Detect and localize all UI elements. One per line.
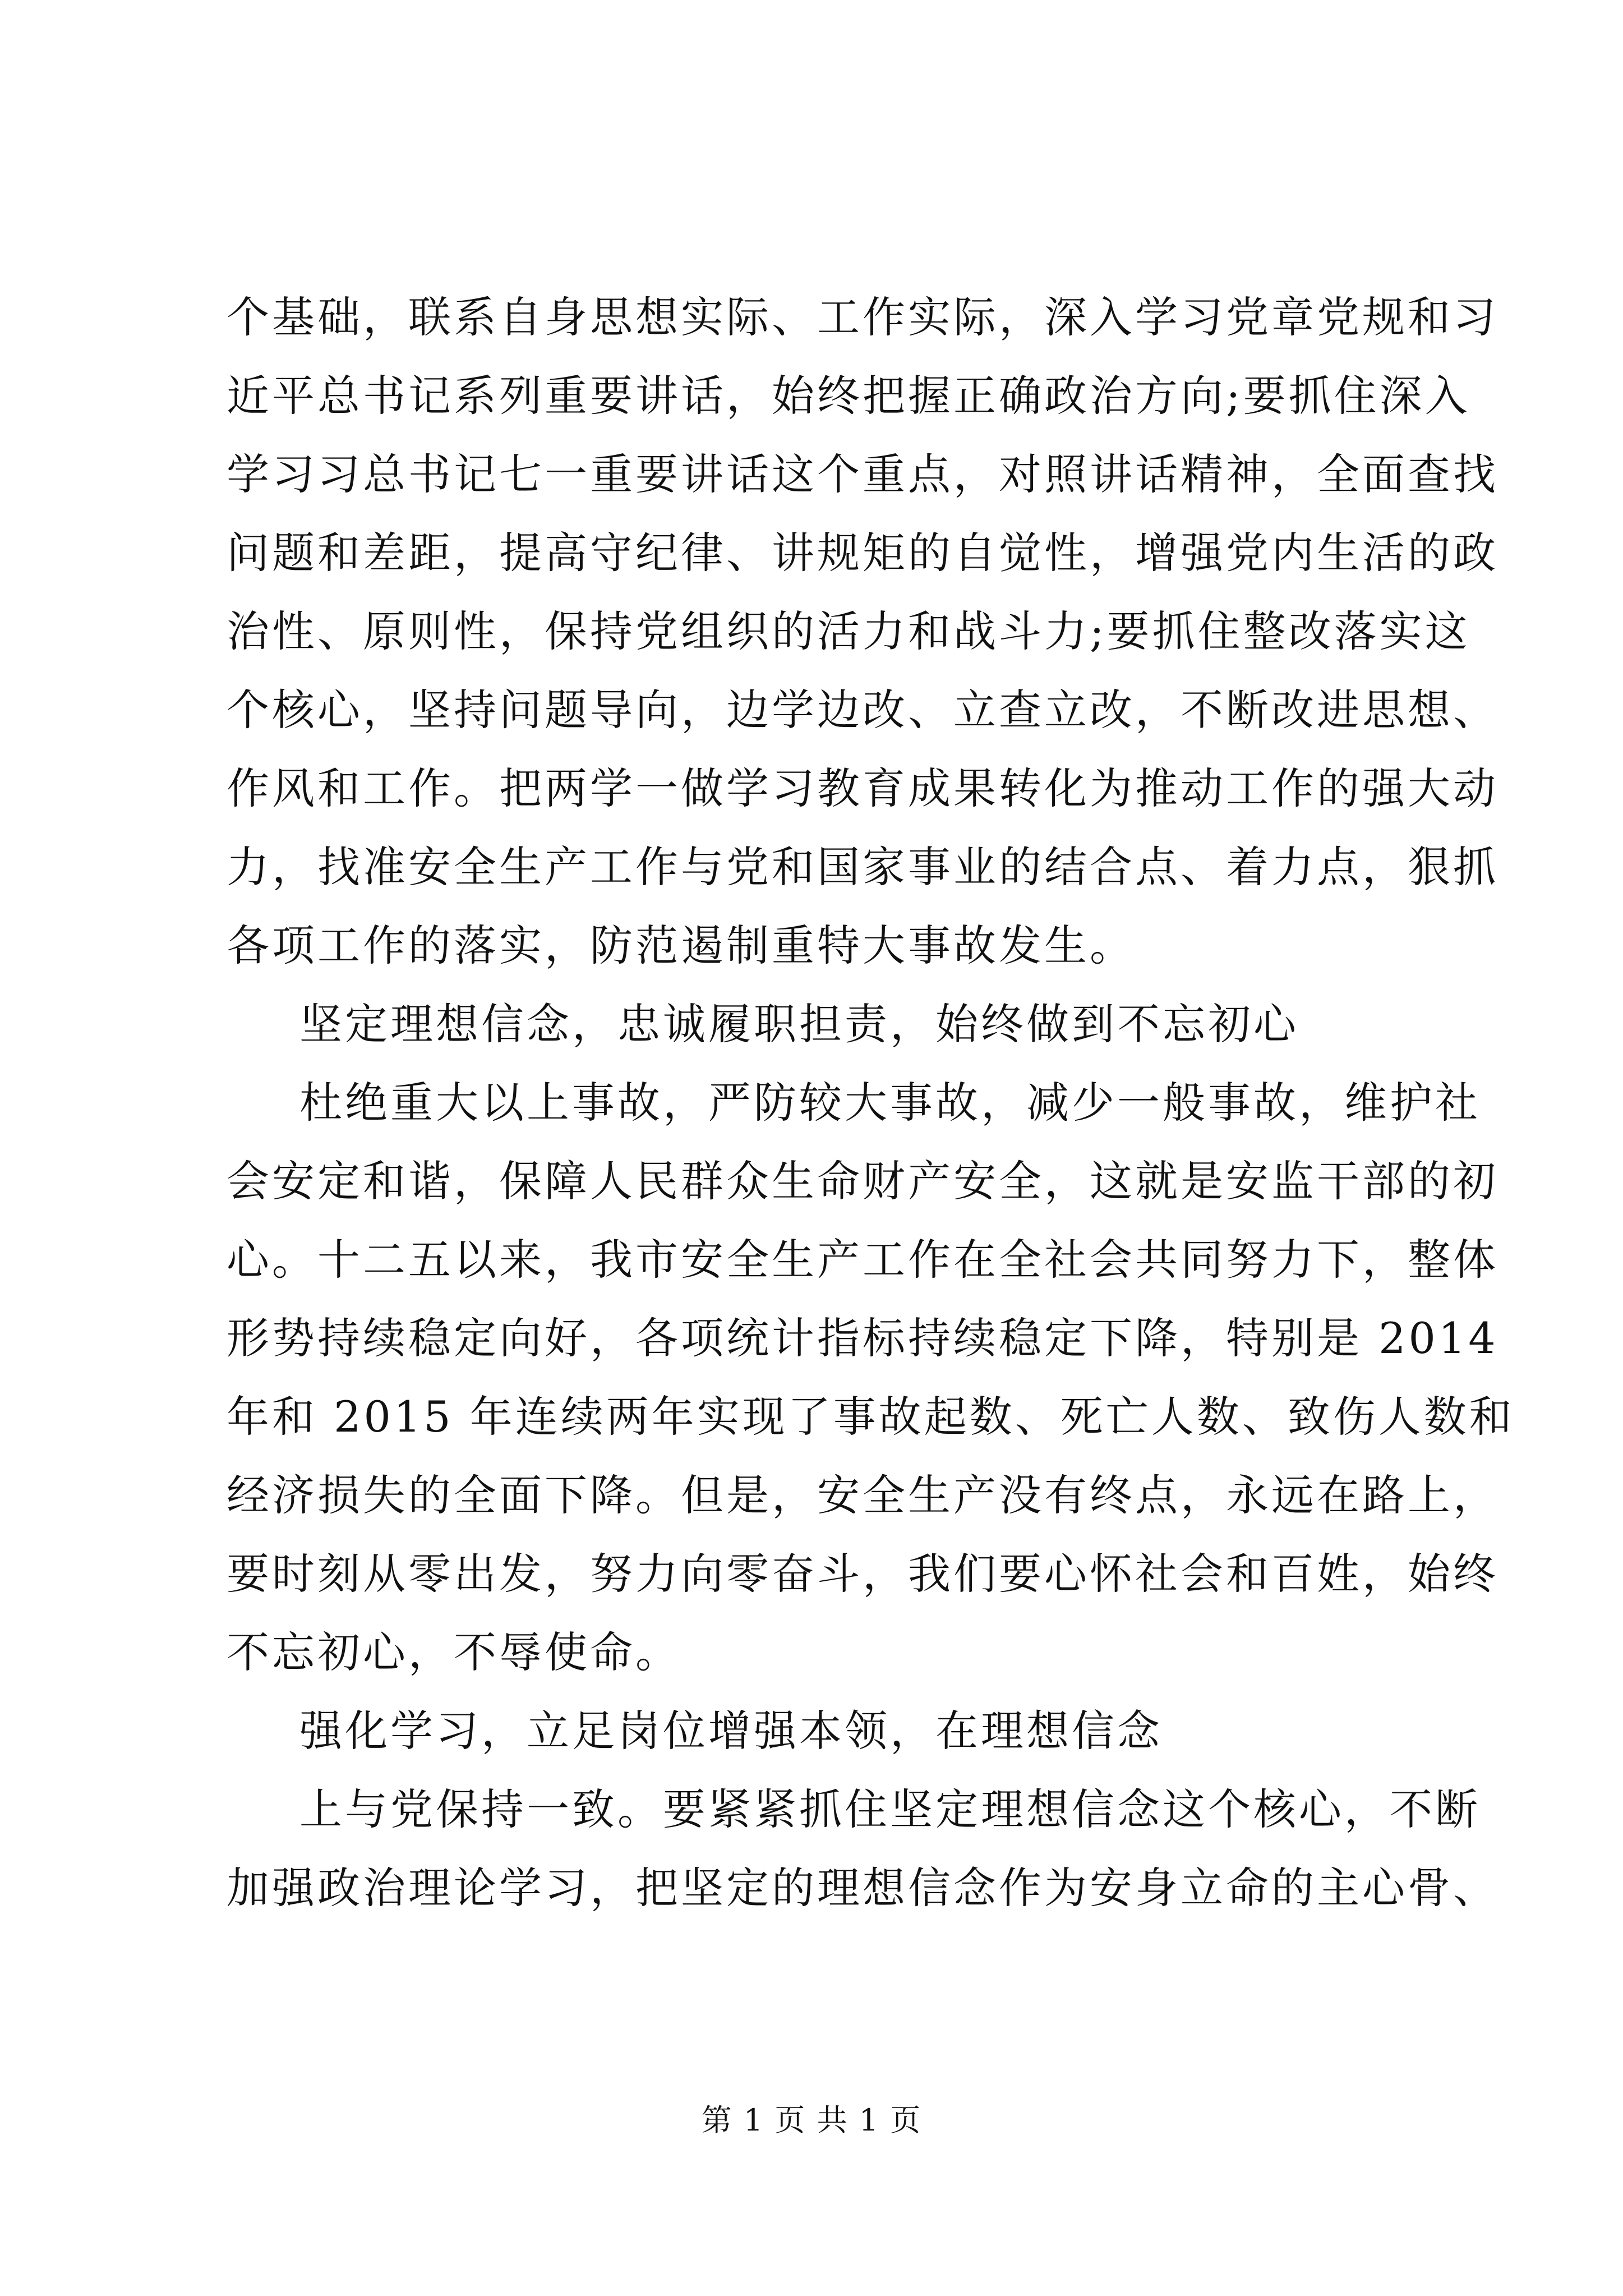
text-line-5: 治性、原则性，保持党组织的活力和战斗力;要抓住整改落实这 [227, 606, 1470, 656]
text-line-7: 作风和工作。把两学一做学习教育成果转化为推动工作的强大动 [227, 763, 1498, 813]
text-line-6: 个核心，坚持问题导向，边学边改、立查立改，不断改进思想、 [227, 685, 1498, 735]
text-line-15: 年和 2015 年连续两年实现了事故起数、死亡人数、致伤人数和 [227, 1392, 1515, 1442]
text-line-12: 会安定和谐，保障人民群众生命财产安全，这就是安监干部的初 [227, 1156, 1498, 1206]
text-line-1: 个基础，联系自身思想实际、工作实际，深入学习党章党规和习 [227, 292, 1498, 342]
text-line-9: 各项工作的落实，防范遏制重特大事故发生。 [227, 921, 1135, 970]
text-line-4: 问题和差距，提高守纪律、讲规矩的自觉性，增强党内生活的政 [227, 528, 1498, 578]
text-line-14: 形势持续稳定向好，各项统计指标持续稳定下降，特别是 2014 [227, 1313, 1498, 1363]
text-line-18: 不忘初心，不辱使命。 [227, 1627, 681, 1677]
text-line-8: 力，找准安全生产工作与党和国家事业的结合点、着力点，狠抓 [227, 842, 1498, 892]
text-line-17: 要时刻从零出发，努力向零奋斗，我们要心怀社会和百姓，始终 [227, 1549, 1498, 1599]
text-line-13: 心。十二五以来，我市安全生产工作在全社会共同努力下，整体 [227, 1235, 1498, 1285]
text-line-20: 上与党保持一致。要紧紧抓住坚定理想信念这个核心，不断 [299, 1784, 1481, 1834]
text-line-2: 近平总书记系列重要讲话，始终把握正确政治方向;要抓住深入 [227, 371, 1470, 421]
text-line-11: 杜绝重大以上事故，严防较大事故，减少一般事故，维护社 [299, 1078, 1481, 1128]
text-line-3: 学习习总书记七一重要讲话这个重点，对照讲话精神，全面查找 [227, 449, 1498, 499]
page-footer: 第 1 页 共 1 页 [701, 2102, 922, 2138]
section-heading-1: 坚定理想信念，忠诚履职担责，始终做到不忘初心 [299, 999, 1299, 1049]
section-heading-2: 强化学习，立足岗位增强本领，在理想信念 [299, 1706, 1163, 1756]
text-line-21: 加强政治理论学习，把坚定的理想信念作为安身立命的主心骨、 [227, 1863, 1498, 1913]
text-line-16: 经济损失的全面下降。但是，安全生产没有终点，永远在路上， [227, 1470, 1498, 1520]
